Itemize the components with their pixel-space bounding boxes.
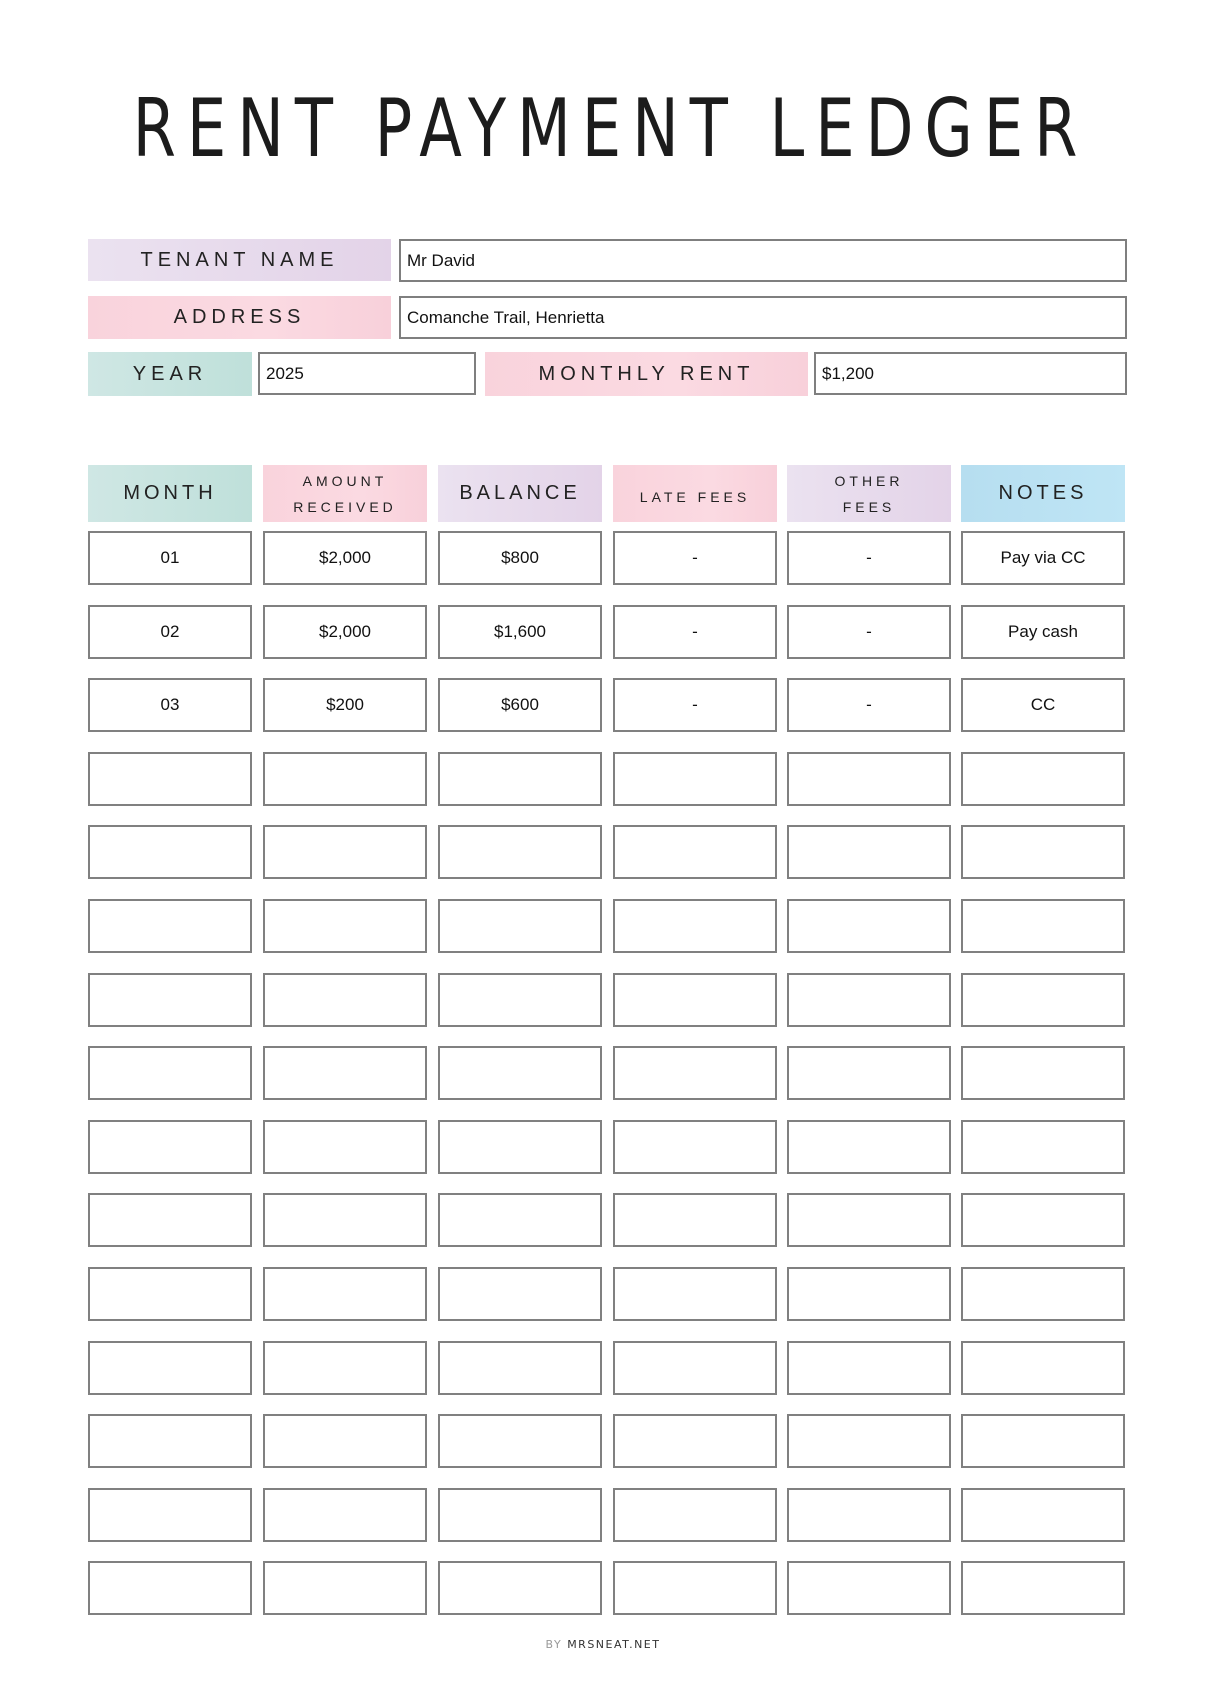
cell-late-fees[interactable] xyxy=(613,825,777,879)
header-amount-received xyxy=(263,465,427,522)
year-field[interactable] xyxy=(258,352,476,395)
cell-amount-received[interactable] xyxy=(263,1193,427,1247)
cell-other-fees[interactable] xyxy=(787,1267,951,1321)
cell-balance[interactable] xyxy=(438,1193,602,1247)
header-other-fees xyxy=(787,465,951,522)
header-other-line2: FEES xyxy=(842,498,896,515)
cell-month[interactable] xyxy=(88,1046,252,1100)
cell-balance[interactable] xyxy=(438,1414,602,1468)
cell-late-fees[interactable] xyxy=(613,1414,777,1468)
header-notes xyxy=(961,465,1125,522)
address-value: Comanche Trail, Henrietta xyxy=(407,307,605,327)
tenant-name-label xyxy=(88,239,391,281)
page-title: RENT PAYMENT LEDGER xyxy=(132,82,1089,175)
header-balance-text: BALANCE xyxy=(459,482,581,504)
cell-amount-received[interactable]: $2,000 xyxy=(263,531,427,585)
cell-balance[interactable] xyxy=(438,752,602,806)
cell-balance[interactable] xyxy=(438,899,602,953)
cell-amount-received[interactable] xyxy=(263,752,427,806)
cell-notes[interactable] xyxy=(961,1120,1125,1174)
cell-late-fees[interactable] xyxy=(613,1267,777,1321)
cell-amount-received[interactable] xyxy=(263,899,427,953)
tenant-name-field[interactable] xyxy=(399,239,1127,282)
header-month xyxy=(88,465,252,522)
year-label xyxy=(88,352,252,396)
address-label-text: ADDRESS xyxy=(173,306,306,328)
cell-late-fees[interactable] xyxy=(613,1120,777,1174)
cell-other-fees[interactable] xyxy=(787,899,951,953)
header-notes-text: NOTES xyxy=(998,482,1088,504)
cell-month[interactable] xyxy=(88,825,252,879)
cell-notes[interactable] xyxy=(961,1341,1125,1395)
cell-late-fees[interactable] xyxy=(613,1046,777,1100)
cell-balance[interactable] xyxy=(438,1341,602,1395)
cell-notes[interactable] xyxy=(961,1488,1125,1542)
cell-notes[interactable] xyxy=(961,1414,1125,1468)
cell-notes[interactable] xyxy=(961,1561,1125,1615)
cell-month[interactable]: 03 xyxy=(88,678,252,732)
cell-other-fees[interactable] xyxy=(787,1488,951,1542)
cell-balance[interactable] xyxy=(438,1120,602,1174)
address-label xyxy=(88,296,391,339)
cell-month[interactable] xyxy=(88,1488,252,1542)
header-amount-line2: RECEIVED xyxy=(293,498,397,515)
monthly-rent-field[interactable] xyxy=(814,352,1127,395)
cell-balance[interactable] xyxy=(438,825,602,879)
cell-notes[interactable] xyxy=(961,1267,1125,1321)
cell-late-fees[interactable]: - xyxy=(613,678,777,732)
cell-late-fees[interactable]: - xyxy=(613,531,777,585)
cell-other-fees[interactable] xyxy=(787,973,951,1027)
cell-late-fees[interactable] xyxy=(613,973,777,1027)
address-field[interactable] xyxy=(399,296,1127,339)
cell-other-fees[interactable] xyxy=(787,1046,951,1100)
header-month-text: MONTH xyxy=(123,482,217,504)
footer-credit xyxy=(0,1638,1206,1651)
cell-balance[interactable] xyxy=(438,1046,602,1100)
cell-balance[interactable] xyxy=(438,1488,602,1542)
cell-notes[interactable] xyxy=(961,1046,1125,1100)
cell-notes[interactable] xyxy=(961,752,1125,806)
cell-amount-received[interactable] xyxy=(263,1267,427,1321)
tenant-name-value: Mr David xyxy=(407,250,476,270)
cell-amount-received[interactable] xyxy=(263,1561,427,1615)
monthly-rent-label-text: MONTHLY RENT xyxy=(538,362,755,385)
cell-balance[interactable] xyxy=(438,1267,602,1321)
cell-notes[interactable]: Pay via CC xyxy=(961,531,1125,585)
cell-month[interactable] xyxy=(88,1561,252,1615)
cell-other-fees[interactable] xyxy=(787,1120,951,1174)
cell-notes[interactable]: CC xyxy=(961,678,1125,732)
cell-balance[interactable]: $1,600 xyxy=(438,605,602,659)
cell-other-fees[interactable]: - xyxy=(787,678,951,732)
cell-notes[interactable] xyxy=(961,825,1125,879)
cell-month[interactable] xyxy=(88,973,252,1027)
cell-amount-received[interactable] xyxy=(263,1341,427,1395)
cell-amount-received[interactable]: $2,000 xyxy=(263,605,427,659)
year-value: 2025 xyxy=(266,363,304,383)
cell-balance[interactable] xyxy=(438,1561,602,1615)
cell-notes[interactable] xyxy=(961,1193,1125,1247)
cell-late-fees[interactable] xyxy=(613,1341,777,1395)
cell-late-fees[interactable] xyxy=(613,1488,777,1542)
cell-late-fees[interactable] xyxy=(613,752,777,806)
cell-amount-received[interactable] xyxy=(263,1414,427,1468)
cell-late-fees[interactable] xyxy=(613,1561,777,1615)
cell-notes[interactable] xyxy=(961,899,1125,953)
cell-month[interactable] xyxy=(88,1341,252,1395)
cell-notes[interactable]: Pay cash xyxy=(961,605,1125,659)
footer-by: BY xyxy=(545,1638,563,1651)
cell-other-fees[interactable] xyxy=(787,1341,951,1395)
cell-other-fees[interactable] xyxy=(787,1414,951,1468)
cell-amount-received[interactable] xyxy=(263,1046,427,1100)
cell-month[interactable]: 02 xyxy=(88,605,252,659)
cell-month[interactable] xyxy=(88,1193,252,1247)
cell-amount-received[interactable] xyxy=(263,1120,427,1174)
cell-notes[interactable] xyxy=(961,973,1125,1027)
monthly-rent-value: $1,200 xyxy=(822,363,874,383)
monthly-rent-label xyxy=(485,352,808,396)
cell-amount-received[interactable] xyxy=(263,825,427,879)
cell-amount-received[interactable] xyxy=(263,1488,427,1542)
cell-month[interactable] xyxy=(88,1120,252,1174)
cell-month[interactable] xyxy=(88,899,252,953)
cell-late-fees[interactable]: - xyxy=(613,605,777,659)
cell-month[interactable] xyxy=(88,1414,252,1468)
header-late-fees xyxy=(613,465,777,522)
cell-amount-received[interactable]: $200 xyxy=(263,678,427,732)
header-other-line1: OTHER xyxy=(834,472,904,489)
cell-other-fees[interactable] xyxy=(787,752,951,806)
cell-other-fees[interactable]: - xyxy=(787,531,951,585)
cell-amount-received[interactable] xyxy=(263,973,427,1027)
cell-balance[interactable]: $600 xyxy=(438,678,602,732)
cell-balance[interactable]: $800 xyxy=(438,531,602,585)
cell-balance[interactable] xyxy=(438,973,602,1027)
cell-late-fees[interactable] xyxy=(613,899,777,953)
cell-month[interactable] xyxy=(88,752,252,806)
header-amount-line1: AMOUNT xyxy=(302,472,388,489)
cell-late-fees[interactable] xyxy=(613,1193,777,1247)
header-late-fees-text: LATE FEES xyxy=(639,488,751,505)
year-label-text: YEAR xyxy=(132,362,208,385)
cell-other-fees[interactable] xyxy=(787,825,951,879)
cell-month[interactable] xyxy=(88,1267,252,1321)
cell-other-fees[interactable] xyxy=(787,1193,951,1247)
footer-site: MRSNEAT.NET xyxy=(567,1638,661,1651)
cell-month[interactable]: 01 xyxy=(88,531,252,585)
header-balance xyxy=(438,465,602,522)
cell-other-fees[interactable] xyxy=(787,1561,951,1615)
tenant-name-label-text: TENANT NAME xyxy=(140,248,339,271)
cell-other-fees[interactable]: - xyxy=(787,605,951,659)
